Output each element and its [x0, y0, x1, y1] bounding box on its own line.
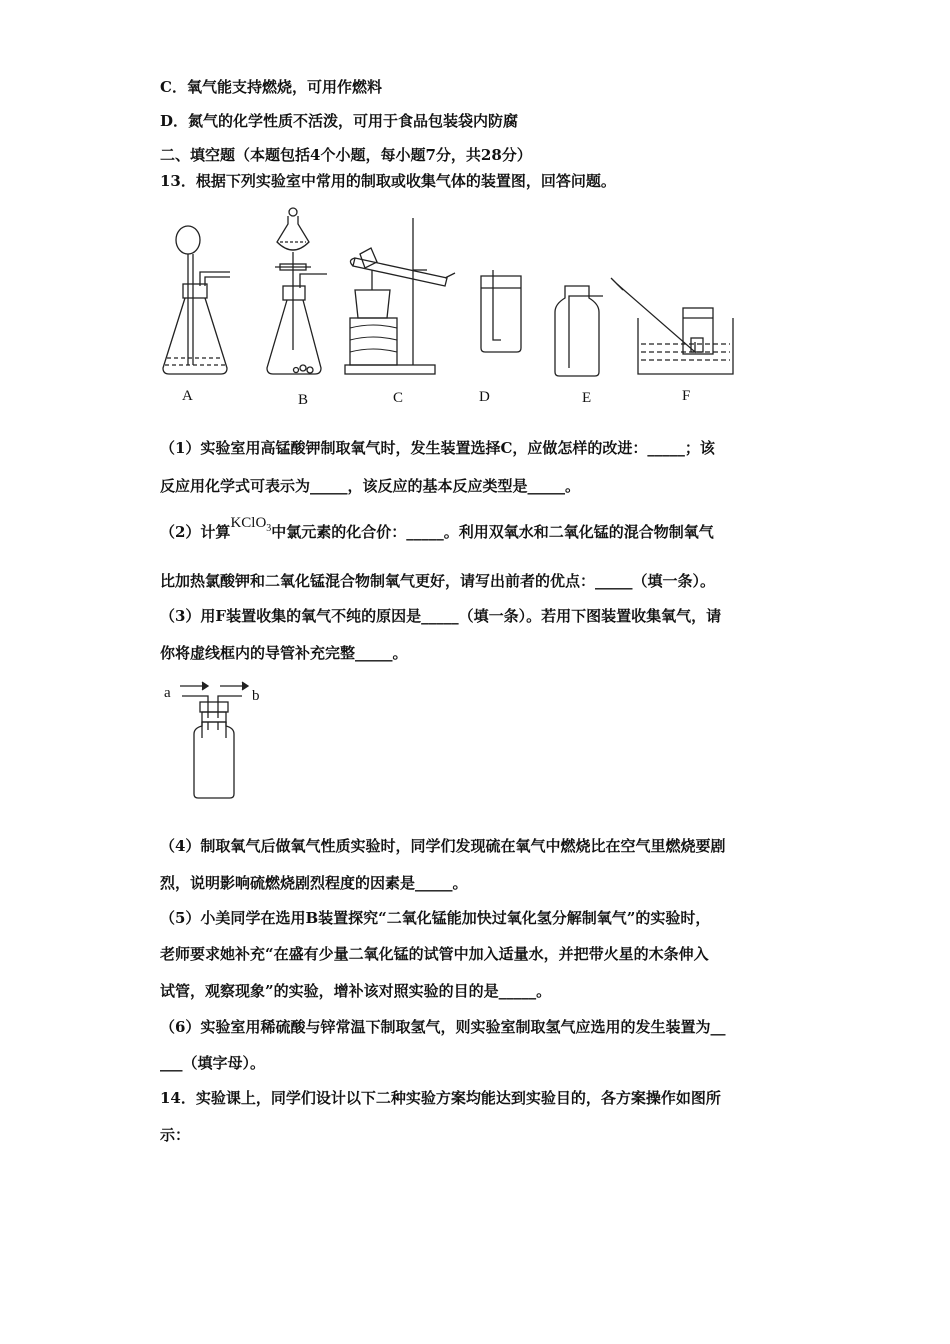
- q13-part3-line2: 你将虚线框内的导管补充完整_____。: [160, 644, 408, 662]
- q13-part6-line1: （6）实验室用稀硫酸与锌常温下制取氢气，则实验室制取氢气应选用的发生装置为__: [160, 1018, 726, 1036]
- apparatus-f: [611, 278, 733, 374]
- question-13-title: 13．根据下列实验室中常用的制取或收集气体的装置图，回答问题。: [160, 172, 616, 190]
- option-c: C．氧气能支持燃烧，可用作燃料: [160, 78, 382, 96]
- q13-part2-line2: 比加热氯酸钾和二氧化锰混合物制氧气更好，请写出前者的优点：_____（填一条）。: [160, 572, 716, 590]
- label-c: C: [393, 390, 404, 406]
- apparatus-figure: [155, 200, 745, 415]
- section-heading: 二、填空题（本题包括4个小题，每小题7分，共28分）: [160, 146, 532, 164]
- q13-part5-line2: 老师要求她补充“在盛有少量二氧化锰的试管中加入适量水，并把带火星的木条伸入: [160, 945, 709, 963]
- q13-part4-line2: 烈，说明影响硫燃烧剧烈程度的因素是_____。: [160, 874, 468, 892]
- option-d: D．氮气的化学性质不活泼，可用于食品包装袋内防腐: [160, 112, 519, 130]
- label-d: D: [479, 389, 490, 405]
- q13-part2-suffix: 中氯元素的化合价：_____。利用双氧水和二氧化锰的混合物制氧气: [271, 523, 714, 541]
- q13-part1-line1: （1）实验室用高锰酸钾制取氧气时，发生装置选择C，应做怎样的改进：_____；该: [160, 439, 715, 457]
- q13-part4-line1: （4）制取氧气后做氧气性质实验时，同学们发现硫在氧气中燃烧比在空气里燃烧要剧: [160, 837, 726, 855]
- q13-part2-line1: [160, 515, 714, 549]
- q13-part1-line2: 反应用化学式可表示为_____，该反应的基本反应类型是_____。: [160, 477, 581, 495]
- outlet-label-b: b: [252, 688, 260, 704]
- q13-part5-line1: （5）小美同学在选用B装置探究“二氧化锰能加快过氧化氢分解制氧气”的实验时，: [160, 909, 711, 927]
- apparatus-b: [267, 208, 327, 374]
- q13-part2-prefix: （2）计算: [160, 523, 231, 541]
- label-f: F: [682, 388, 691, 404]
- label-a: A: [182, 388, 193, 404]
- label-e: E: [582, 390, 592, 406]
- collecting-bottle-figure: [160, 678, 280, 803]
- kclo3-formula: KClO$_3$: [230, 515, 272, 534]
- q13-part6-line2: ___（填字母）。: [160, 1054, 266, 1072]
- question-14-line2: 示：: [160, 1126, 191, 1144]
- question-14-line1: 14．实验课上，同学们设计以下二种实验方案均能达到实验目的，各方案操作如图所: [160, 1089, 721, 1107]
- label-b: B: [298, 392, 309, 408]
- apparatus-c: [345, 218, 455, 374]
- apparatus-d: [481, 270, 521, 352]
- apparatus-a: [163, 226, 230, 374]
- q13-part3-line1: （3）用F装置收集的氧气不纯的原因是_____（填一条）。若用下图装置收集氧气，请: [160, 607, 722, 625]
- inlet-label-a: a: [164, 685, 171, 701]
- apparatus-e: [555, 286, 603, 376]
- q13-part5-line3: 试管，观察现象”的实验，增补该对照实验的目的是_____。: [160, 982, 552, 1000]
